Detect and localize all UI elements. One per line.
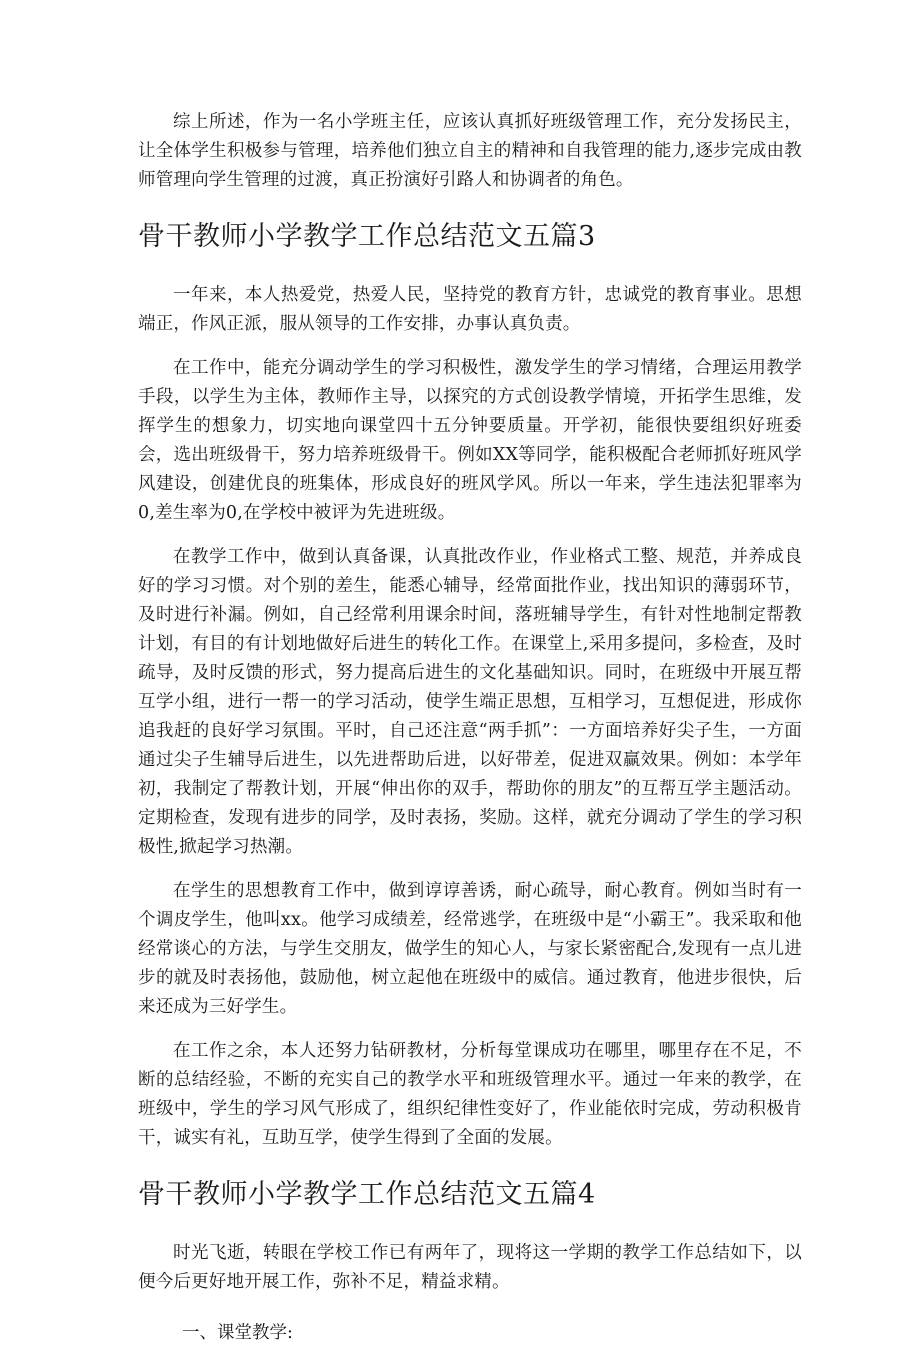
section-4-subheading: 一、课堂教学: (182, 1323, 293, 1343)
document-page (138, 108, 802, 1348)
section-3-heading: 骨干教师小学教学工作总结范文五篇3 (138, 221, 596, 252)
section-3-paragraph-3: 在教学工作中，做到认真备课，认真批改作业，作业格式工整、规范，并养成良好的学习习惯。对个别的差生，能悉心辅导，经常面批作业，找出知识的薄弱环节，及时进行补漏。例如，自己经常利用课余时间，落班辅导学生，有针对性地制定帮教计划，有目的有计划地做好后进生的转化工作。在课堂上,采用多提问，多检查，及时疏导，及时反馈的形式，努力提高后进生的文化基础知识。同时，在班级中开展互帮互学小组，进行一帮一的学习活动，使学生端正思想，互相学习，互想促进，形成你追我赶的良好学习氛围。平时，自己还注意“两手抓”：一方面培养好尖子生，一方面通过尖子生辅导后进生，以先进帮助后进，以好带差，促进双赢效果。例如：本学年初，我制定了帮教计划，开展“伸出你的双手，帮助你的朋友”的互帮互学主题活动。定期检查，发现有进步的同学，及时表扬，奖励。这样，就充分调动了学生的学习积极性,掀起学习热潮。 (138, 547, 802, 857)
section-4-paragraph-1: 时光飞逝，转眼在学校工作已有两年了，现将这一学期的教学工作总结如下，以便今后更好地开展工作，弥补不足，精益求精。 (138, 1243, 802, 1292)
section-3-paragraph-5: 在工作之余，本人还努力钻研教材，分析每堂课成功在哪里，哪里存在不足，不断的总结经验，不断的充实自己的教学水平和班级管理水平。通过一年来的教学，在班级中，学生的学习风气形成了，组织纪律性变好了，作业能依时完成，劳动积极肯干，诚实有礼，互助互学，使学生得到了全面的发展。 (138, 1041, 802, 1148)
section-3-paragraph-1: 一年来，本人热爱党，热爱人民，坚持党的教育方针，忠诚党的教育事业。思想端正，作风正派，服从领导的工作安排，办事认真负责。 (138, 285, 802, 334)
intro-paragraph: 综上所述，作为一名小学班主任，应该认真抓好班级管理工作，充分发扬民主，让全体学生积极参与管理，培养他们独立自主的精神和自我管理的能力,逐步完成由教师管理向学生管理的过渡，真正扮演好引路人和协调者的角色。 (138, 112, 802, 190)
section-4-heading: 骨干教师小学教学工作总结范文五篇4 (138, 1179, 596, 1210)
section-3-paragraph-4: 在学生的思想教育工作中，做到谆谆善诱，耐心疏导，耐心教育。例如当时有一个调皮学生，他叫xx。他学习成绩差，经常逃学，在班级中是“小霸王”。我采取和他经常谈心的方法，与学生交朋友，做学生的知心人，与家长紧密配合,发现有一点儿进步的就及时表扬他，鼓励他，树立起他在班级中的威信。通过教育，他进步很快，后来还成为三好学生。 (138, 881, 802, 1017)
section-3-paragraph-2: 在工作中，能充分调动学生的学习积极性，激发学生的学习情绪，合理运用教学手段，以学生为主体，教师作主导，以探究的方式创设教学情境，开拓学生思维，发挥学生的想象力，切实地向课堂四十五分钟要质量。开学初，能很快要组织好班委会，选出班级骨干，努力培养班级骨干。例如XX等同学，能积极配合老师抓好班风学风建设，创建优良的班集体，形成良好的班风学风。所以一年来，学生违法犯罪率为0,差生率为0,在学校中被评为先进班级。 (138, 358, 802, 523)
